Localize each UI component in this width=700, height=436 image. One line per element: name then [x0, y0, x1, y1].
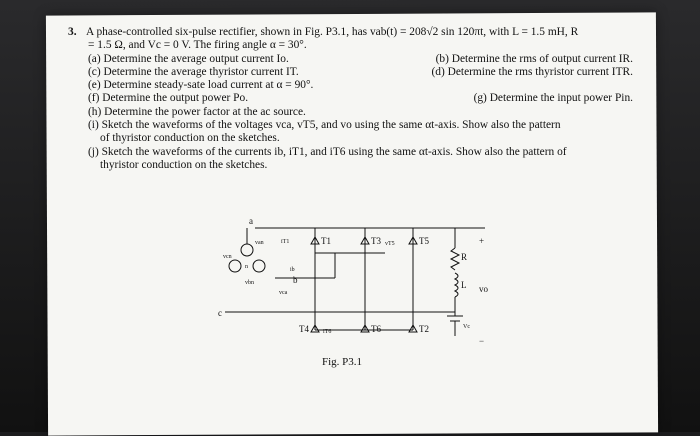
source-van — [241, 244, 253, 256]
resistor-symbol — [451, 248, 459, 270]
parts-row-fg — [68, 92, 633, 105]
label-T2: T2 — [419, 324, 429, 334]
label-T1: T1 — [321, 236, 331, 246]
parts-row-cd — [68, 66, 633, 79]
part-f: (f) Determine the output power Po. — [88, 92, 249, 105]
problem-number: 3. — [68, 26, 77, 38]
part-j-line-1: (j) Sketch the waveforms of the currents ib, iT1, and iT6 using the same αt-axis. Show also the pattern of — [88, 145, 567, 158]
label-T5: T5 — [419, 236, 429, 246]
label-output-minus: − — [479, 336, 485, 346]
figure-caption: Fig. P3.1 — [322, 356, 363, 368]
intro-line-1 — [68, 26, 628, 39]
label-L: L — [461, 280, 467, 290]
label-vT5: vT5 — [385, 241, 395, 247]
parts-row-ab — [68, 53, 633, 66]
part-j-line-2: thyristor conduction on the sketches. — [100, 158, 268, 171]
label-T3: T3 — [371, 236, 381, 246]
circuit-diagram — [215, 218, 505, 363]
label-output-plus: + — [479, 236, 485, 246]
part-i-line-1: (i) Sketch the waveforms of the voltages vca, vT5, and vo using the same αt-axis. Show also the pattern — [88, 119, 561, 132]
label-vbn: vbn — [245, 280, 254, 286]
part-c: (c) Determine the average thyristor current IT. — [88, 65, 299, 78]
label-R: R — [461, 252, 468, 262]
label-node-c: c — [218, 308, 222, 318]
label-van: van — [255, 240, 264, 246]
inductor-symbol — [455, 273, 458, 297]
problem-intro-2: = 1.5 Ω, and Vc = 0 V. The firing angle α = 30°. — [88, 39, 307, 52]
source-vbn — [253, 260, 265, 272]
label-vcn: vcn — [223, 254, 232, 260]
label-T4: T4 — [299, 324, 309, 334]
part-a: (a) Determine the average output current Io. — [88, 52, 289, 65]
circuit-labels — [218, 218, 489, 346]
part-d: (d) Determine the rms thyristor current ITR. — [431, 65, 633, 78]
part-i-line-2: of thyristor conduction on the sketches. — [100, 132, 280, 145]
part-g: (g) Determine the input power Pin. — [473, 92, 633, 105]
label-vo: vo — [479, 284, 488, 294]
problem-intro-1: A phase-controlled six-pulse rectifier, shown in Fig. P3.1, has vab(t) = 208√2 sin 120πt, with L = 1.5 mH, R — [86, 26, 579, 38]
part-e: (e) Determine steady-sate load current at α = 90°. — [88, 79, 314, 92]
label-vca: vca — [279, 290, 288, 296]
label-ib: ib — [290, 267, 295, 273]
label-Vc: Vc — [463, 324, 470, 330]
label-iT6: iT6 — [323, 329, 332, 335]
part-h: (h) Determine the power factor at the ac source. — [88, 105, 306, 118]
label-node-b: b — [293, 275, 298, 285]
problem-text — [68, 26, 633, 172]
label-node-a: a — [249, 218, 253, 226]
part-b: (b) Determine the rms of output current IR. — [435, 52, 633, 65]
source-vcn — [229, 260, 241, 272]
label-T6: T6 — [371, 324, 381, 334]
label-iT1: iT1 — [281, 239, 290, 245]
label-node-n: n — [245, 264, 248, 270]
